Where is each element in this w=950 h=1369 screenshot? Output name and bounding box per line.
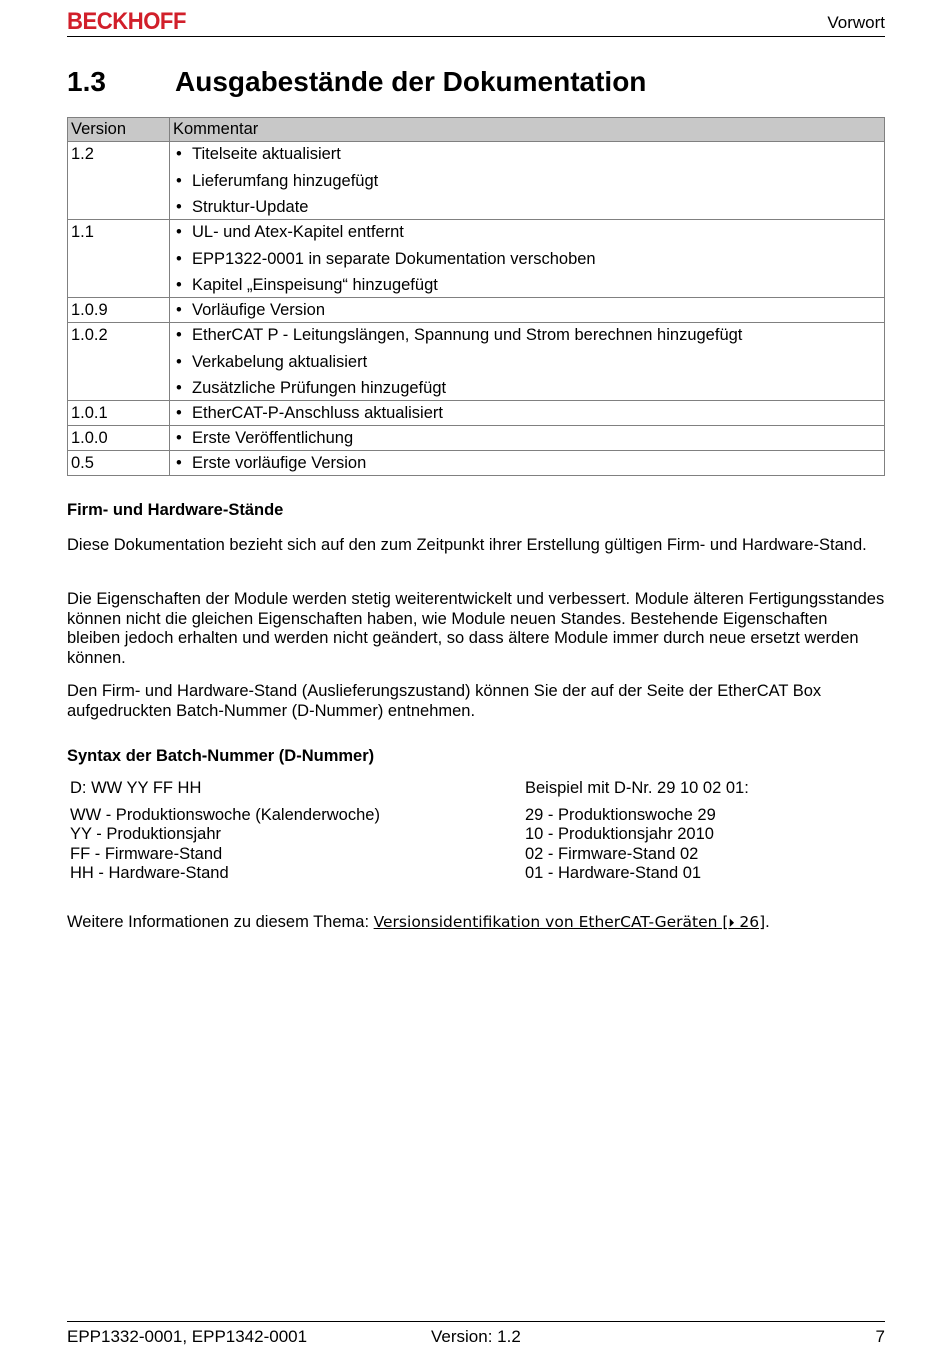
- version-cell: 1.0.2: [68, 323, 170, 401]
- header-section-title: Vorwort: [827, 13, 885, 32]
- list-item: • Erste Veröffentlichung: [173, 426, 881, 450]
- comment-cell: [170, 220, 885, 298]
- comment-cell: [170, 401, 885, 426]
- page-footer: [67, 1321, 885, 1350]
- footer-page-number: 7: [875, 1327, 885, 1346]
- syntax-fields-list: [70, 806, 380, 884]
- more-info-line: Weitere Informationen zu diesem Thema: Versionsidentifikation von EtherCAT-Geräten [⏵ 26].: [67, 913, 770, 931]
- list-item: • Lieferumfang hinzugefügt: [173, 169, 881, 196]
- syntax-example: 29 - Produktionswoche 29: [525, 805, 716, 824]
- section-title: [67, 66, 646, 98]
- beckhoff-logo: BECKHOFF: [67, 8, 186, 35]
- firmware-paragraph-3: Den Firm- und Hardware-Stand (Auslieferungszustand) können Sie der auf der Seite der EtherCAT Box aufgedruckten Batch-Nummer (D-Nummer) entnehmen.: [67, 682, 822, 720]
- table-row: [68, 426, 885, 451]
- syntax-example: 10 - Produktionsjahr 2010: [525, 825, 714, 844]
- page-header: [67, 8, 885, 37]
- table-row: [68, 142, 885, 220]
- list-item: • UL- und Atex-Kapitel entfernt: [173, 220, 881, 247]
- comment-cell: [170, 142, 885, 220]
- table-row: [68, 298, 885, 323]
- version-identification-link[interactable]: Versionsidentifikation von EtherCAT-Geräten [⏵ 26]: [373, 913, 766, 931]
- firmware-paragraph-2: Die Eigenschaften der Module werden stetig weiterentwickelt und verbessert. Module älteren Fertigungsstandes können nicht die gleichen Eigenschaften haben, wie Module neuen Standes. Bestehende Eigenschaften bleiben jedoch erhalten und werden nicht geändert, so dass ältere Module immer durch neue ersetzt werden können.: [67, 590, 885, 668]
- version-cell: 1.0.9: [68, 298, 170, 323]
- section-heading: Ausgabestände der Dokumentation: [175, 66, 647, 97]
- version-cell: 0.5: [68, 451, 170, 476]
- syntax-example: 02 - Firmware-Stand 02: [525, 844, 699, 863]
- syntax-field: FF - Firmware-Stand: [70, 844, 223, 863]
- footer-version: Version: 1.2: [431, 1327, 521, 1346]
- footer-products: EPP1332-0001, EPP1342-0001: [67, 1327, 308, 1346]
- comment-cell: [170, 323, 885, 401]
- list-item: • Zusätzliche Prüfungen hinzugefügt: [173, 376, 881, 400]
- syntax-field: HH - Hardware-Stand: [70, 864, 229, 883]
- syntax-format-column: [70, 779, 380, 884]
- syntax-heading: Syntax der Batch-Nummer (D-Nummer): [67, 747, 375, 765]
- table-header-row: [68, 118, 885, 142]
- syntax-field: WW - Produktionswoche (Kalenderwoche): [70, 805, 380, 824]
- syntax-example-column: [525, 779, 749, 884]
- syntax-example-title: Beispiel mit D-Nr. 29 10 02 01:: [525, 779, 749, 797]
- comment-cell: [170, 451, 885, 476]
- syntax-examples-list: [525, 806, 749, 884]
- version-cell: 1.0.0: [68, 426, 170, 451]
- list-item: • EPP1322-0001 in separate Dokumentation verschoben: [173, 247, 881, 274]
- firmware-heading: Firm- und Hardware-Stände: [67, 501, 284, 519]
- table-row: [68, 401, 885, 426]
- list-item: • Struktur-Update: [173, 195, 881, 219]
- list-item: • Kapitel „Einspeisung“ hinzugefügt: [173, 273, 881, 297]
- version-cell: 1.1: [68, 220, 170, 298]
- list-item: • Erste vorläufige Version: [173, 451, 881, 475]
- list-item: • EtherCAT P - Leitungslängen, Spannung und Strom berechnen hinzugefügt: [173, 323, 881, 350]
- list-item: • Verkabelung aktualisiert: [173, 350, 881, 377]
- list-item: • Titelseite aktualisiert: [173, 142, 881, 169]
- comment-cell: [170, 426, 885, 451]
- table-row: [68, 451, 885, 476]
- column-header-version: Version: [68, 118, 170, 142]
- section-number: 1.3: [67, 66, 106, 97]
- version-history-table: [67, 117, 885, 476]
- comment-cell: [170, 298, 885, 323]
- page-arrow-icon: ⏵: [728, 916, 735, 930]
- syntax-example: 01 - Hardware-Stand 01: [525, 864, 702, 883]
- version-cell: 1.0.1: [68, 401, 170, 426]
- version-cell: 1.2: [68, 142, 170, 220]
- list-item: • EtherCAT-P-Anschluss aktualisiert: [173, 401, 881, 425]
- more-info-prefix: Weitere Informationen zu diesem Thema:: [67, 913, 374, 931]
- version-table-body: [68, 142, 885, 476]
- table-row: [68, 220, 885, 298]
- table-row: [68, 323, 885, 401]
- firmware-paragraph-1: Diese Dokumentation bezieht sich auf den zum Zeitpunkt ihrer Erstellung gültigen Firm- und Hardware-Stand.: [67, 536, 867, 554]
- syntax-field: YY - Produktionsjahr: [70, 825, 222, 844]
- list-item: • Vorläufige Version: [173, 298, 881, 322]
- syntax-format: D: WW YY FF HH: [70, 779, 202, 797]
- column-header-comment: Kommentar: [170, 118, 885, 142]
